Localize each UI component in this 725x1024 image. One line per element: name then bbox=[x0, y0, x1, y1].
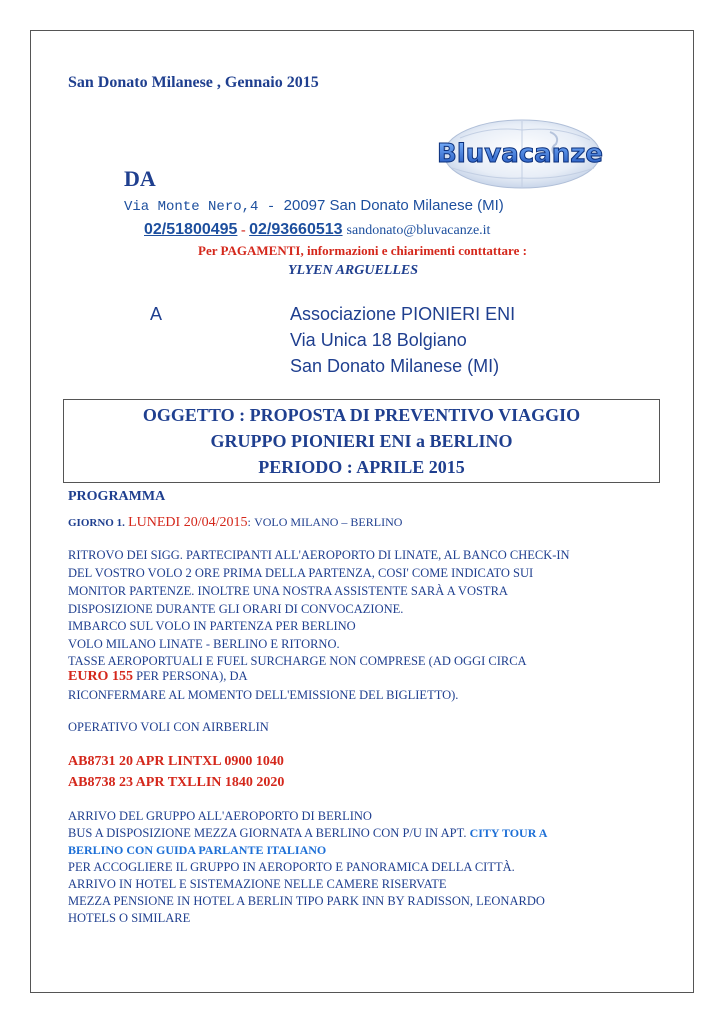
sender-address bbox=[124, 197, 504, 215]
sender-phones bbox=[144, 221, 490, 239]
flight-line: AB8738 23 APR TXLLIN 1840 2020 bbox=[68, 775, 285, 790]
arrivo-line: ARRIVO DEL GRUPPO ALL'AEROPORTO DI BERLINO bbox=[68, 809, 372, 823]
recipient-line-3: San Donato Milanese (MI) bbox=[290, 356, 500, 376]
para2-line: ARRIVO IN HOTEL E SISTEMAZIONE NELLE CAMERE RISERVATE bbox=[68, 877, 447, 891]
para2-line: MEZZA PENSIONE IN HOTEL A BERLIN TIPO PARK INN BY RADISSON, LEONARDO bbox=[68, 894, 545, 908]
contact-name: YLYEN ARGUELLES bbox=[288, 263, 419, 278]
day-colon: : bbox=[247, 515, 251, 529]
date-line: San Donato Milanese , Gennaio 2015 bbox=[68, 74, 319, 91]
bus-line bbox=[68, 826, 547, 841]
para1-line: VOLO MILANO LINATE - BERLINO E RITORNO. bbox=[68, 637, 340, 651]
subject-line-3: PERIODO : APRILE 2015 bbox=[258, 457, 465, 477]
flight-line: AB8731 20 APR LINTXL 0900 1040 bbox=[68, 754, 284, 769]
payments-note: Per PAGAMENTI, informazioni e chiarimenti conttattare : bbox=[198, 243, 527, 258]
day-heading bbox=[68, 514, 402, 531]
phone-link-1[interactable]: 02/51800495 bbox=[144, 221, 238, 238]
para2-line: PER ACCOGLIERE IL GRUPPO IN AEROPORTO E PANORAMICA DELLA CITTÀ. bbox=[68, 860, 515, 874]
logo-text: Bluvacanze bbox=[437, 139, 603, 169]
para1-end: RICONFERMARE AL MOMENTO DELL'EMISSIONE DEL BIGLIETTO). bbox=[68, 688, 459, 702]
subject-box bbox=[63, 399, 660, 483]
para1-line: RITROVO DEI SIGG. PARTECIPANTI ALL'AEROPORTO DI LINATE, AL BANCO CHECK-IN bbox=[68, 548, 570, 562]
euro-suffix: PER PERSONA), DA bbox=[132, 669, 248, 683]
para1-line: DISPOSIZIONE DURANTE GLI ORARI DI CONVOCAZIONE. bbox=[68, 602, 404, 616]
subject-line-2: GRUPPO PIONIERI ENI a BERLINO bbox=[210, 431, 513, 451]
programma-title: PROGRAMMA bbox=[68, 489, 166, 504]
para1-line: MONITOR PARTENZE. INOLTRE UNA NOSTRA ASSISTENTE SARÀ A VOSTRA bbox=[68, 584, 508, 598]
recipient-line-2: Via Unica 18 Bolgiano bbox=[290, 330, 467, 350]
para2-line: HOTELS O SIMILARE bbox=[68, 911, 191, 925]
city-tour-1: CITY TOUR A bbox=[469, 826, 548, 840]
para1-line: IMBARCO SUL VOLO IN PARTENZA PER BERLINO bbox=[68, 619, 356, 633]
day-label: GIORNO 1. bbox=[68, 517, 125, 529]
operativo-voli: OPERATIVO VOLI CON AIRBERLIN bbox=[68, 720, 269, 734]
recipient-a-label: A bbox=[150, 304, 163, 324]
recipient-line-1: Associazione PIONIERI ENI bbox=[290, 304, 516, 324]
phone-separator: - bbox=[237, 223, 250, 238]
day-route: VOLO MILANO – BERLINO bbox=[254, 515, 403, 529]
euro-line bbox=[68, 669, 248, 685]
sender-street: Via Monte Nero,4 - bbox=[124, 199, 284, 215]
bus-prefix: BUS A DISPOSIZIONE MEZZA GIORNATA A BERLINO CON P/U IN APT. bbox=[68, 826, 470, 840]
subject-line-1: OGGETTO : PROPOSTA DI PREVENTIVO VIAGGIO bbox=[142, 405, 581, 425]
para1-line: DEL VOSTRO VOLO 2 ORE PRIMA DELLA PARTENZA, COSI' COME INDICATO SUI bbox=[68, 566, 534, 580]
city-tour-2: BERLINO CON GUIDA PARLANTE ITALIANO bbox=[68, 843, 327, 857]
email-link[interactable]: sandonato@bluvacanze.it bbox=[346, 223, 491, 238]
sender-da-label: DA bbox=[124, 166, 156, 191]
phone-link-2[interactable]: 02/93660513 bbox=[249, 221, 343, 238]
day-date: LUNEDI 20/04/2015 bbox=[128, 515, 248, 530]
sender-city: 20097 San Donato Milanese (MI) bbox=[283, 197, 504, 214]
euro-amount: EURO 155 bbox=[68, 669, 133, 684]
para1-line: TASSE AEROPORTUALI E FUEL SURCHARGE NON COMPRESE (AD OGGI CIRCA bbox=[68, 654, 527, 668]
bluvacanze-logo bbox=[430, 118, 610, 190]
city-tour-line bbox=[68, 843, 326, 858]
